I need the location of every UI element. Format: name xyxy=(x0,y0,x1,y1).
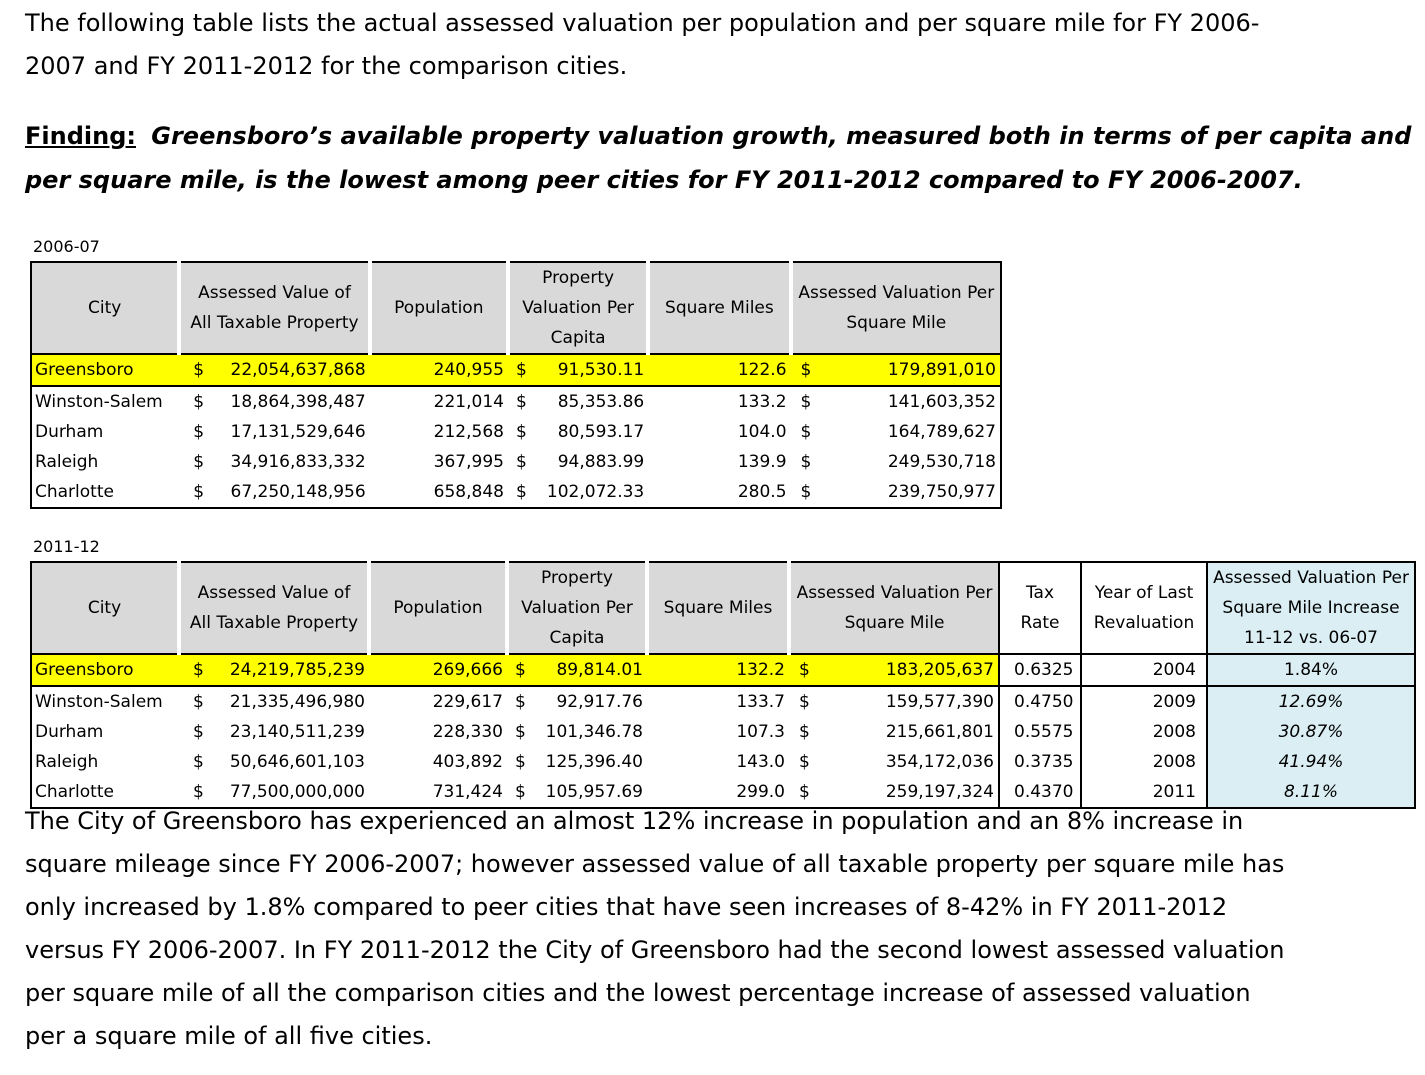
closing-paragraph xyxy=(25,800,1284,1058)
increase-cell: 8.11% xyxy=(1207,777,1415,808)
column-header-per-capita: Property Valuation Per Capita xyxy=(507,562,647,654)
closing-line: square mileage since FY 2006-2007; however assessed value of all taxable property per square mile has xyxy=(25,850,1285,878)
currency-symbol: $ xyxy=(515,360,527,380)
revaluation-year-cell: 2008 xyxy=(1081,747,1207,777)
currency-symbol: $ xyxy=(515,482,527,502)
assessed-value-cell xyxy=(179,417,369,447)
closing-line: per a square mile of all five cities. xyxy=(25,1022,433,1050)
sq-miles-cell: 133.7 xyxy=(736,692,785,712)
sq-miles-cell: 139.9 xyxy=(737,452,787,472)
per-capita-cell xyxy=(508,417,648,447)
currency-symbol: $ xyxy=(515,392,527,412)
column-header-city: City xyxy=(31,262,179,354)
table-row xyxy=(31,686,1415,717)
per-sq-mile-cell xyxy=(789,654,999,686)
finding-label: Finding: xyxy=(25,122,136,150)
currency-symbol: $ xyxy=(799,692,810,712)
revaluation-year-cell: 2009 xyxy=(1081,686,1207,717)
table-2011-12-label: 2011-12 xyxy=(33,537,100,556)
assessed-value: 23,140,511,239 xyxy=(229,722,365,742)
currency-symbol: $ xyxy=(799,752,810,772)
increase-cell: 12.69% xyxy=(1207,686,1415,717)
revaluation-year-cell: 2008 xyxy=(1081,717,1207,747)
population-cell: 731,424 xyxy=(432,782,503,802)
per-sq-mile-cell xyxy=(791,417,1001,447)
sq-miles-cell: 280.5 xyxy=(737,482,787,502)
city-cell: Durham xyxy=(35,422,104,442)
per-sq-mile-cell xyxy=(791,447,1001,477)
column-header-population: Population xyxy=(370,262,508,354)
finding-line xyxy=(25,114,1411,158)
currency-symbol: $ xyxy=(193,482,205,502)
per-capita-cell xyxy=(508,477,648,508)
column-header-per-capita: Property Valuation Per Capita xyxy=(508,262,648,354)
finding-paragraph xyxy=(25,114,1411,202)
per-capita-cell xyxy=(507,654,647,686)
city-cell: Winston-Salem xyxy=(35,392,163,412)
per-sq-mile-value: 183,205,637 xyxy=(885,660,994,680)
column-header-per-sq-mile: Assessed Valuation Per Square Mile xyxy=(789,562,999,654)
per-capita-value: 92,917.76 xyxy=(556,692,643,712)
currency-symbol: $ xyxy=(193,422,205,442)
city-cell: Charlotte xyxy=(35,782,114,802)
population-cell: 229,617 xyxy=(432,692,503,712)
assessed-value: 67,250,148,956 xyxy=(230,482,366,502)
per-sq-mile-cell xyxy=(791,354,1001,386)
sq-miles-cell: 133.2 xyxy=(737,392,787,412)
currency-symbol: $ xyxy=(515,752,526,772)
assessed-value: 21,335,496,980 xyxy=(229,692,365,712)
per-capita-value: 94,883.99 xyxy=(557,452,645,472)
table-row xyxy=(31,747,1415,777)
table-header-row xyxy=(31,562,1415,654)
assessed-value: 24,219,785,239 xyxy=(229,660,365,680)
intro-line: The following table lists the actual assessed valuation per population and per square mile for FY 2006- xyxy=(25,9,1260,37)
city-cell: Durham xyxy=(35,722,104,742)
currency-symbol: $ xyxy=(799,722,810,742)
increase-cell: 30.87% xyxy=(1207,717,1415,747)
assessed-value: 17,131,529,646 xyxy=(230,422,366,442)
table-2006-07 xyxy=(30,261,1002,509)
population-cell: 212,568 xyxy=(433,422,504,442)
assessed-value-cell xyxy=(179,654,369,686)
assessed-value-cell xyxy=(179,686,369,717)
per-sq-mile-value: 141,603,352 xyxy=(887,392,996,412)
table-row xyxy=(31,717,1415,747)
per-sq-mile-cell xyxy=(791,477,1001,508)
currency-symbol: $ xyxy=(800,392,812,412)
population-cell: 367,995 xyxy=(433,452,504,472)
intro-paragraph xyxy=(25,2,1259,88)
per-sq-mile-value: 259,197,324 xyxy=(885,782,994,802)
revaluation-year-cell: 2004 xyxy=(1081,654,1207,686)
closing-line: versus FY 2006-2007. In FY 2011-2012 the City of Greensboro had the second lowest assessed valuation xyxy=(25,936,1285,964)
per-sq-mile-value: 215,661,801 xyxy=(885,722,994,742)
currency-symbol: $ xyxy=(800,422,812,442)
assessed-value-cell xyxy=(179,747,369,777)
currency-symbol: $ xyxy=(515,782,526,802)
per-capita-cell xyxy=(507,686,647,717)
table-2006-07-label: 2006-07 xyxy=(33,237,100,256)
per-capita-value: 105,957.69 xyxy=(545,782,643,802)
column-header-sq-miles: Square Miles xyxy=(648,262,790,354)
table-body xyxy=(31,354,1001,508)
column-header-per-sq-mile: Assessed Valuation Per Square Mile xyxy=(791,262,1001,354)
currency-symbol: $ xyxy=(193,782,204,802)
currency-symbol: $ xyxy=(515,660,526,680)
per-sq-mile-cell xyxy=(789,686,999,717)
per-capita-value: 125,396.40 xyxy=(545,752,643,772)
city-cell: Raleigh xyxy=(35,752,99,772)
currency-symbol: $ xyxy=(193,692,204,712)
population-cell: 658,848 xyxy=(433,482,504,502)
column-header-revaluation: Year of Last Revaluation xyxy=(1081,562,1207,654)
tax-rate-cell: 0.5575 xyxy=(999,717,1081,747)
sq-miles-cell: 122.6 xyxy=(648,354,790,386)
sq-miles-cell: 143.0 xyxy=(736,752,785,772)
tax-rate-cell: 0.4750 xyxy=(999,686,1081,717)
column-header-assessed: Assessed Value of All Taxable Property xyxy=(179,562,369,654)
tax-rate-cell: 0.3735 xyxy=(999,747,1081,777)
currency-symbol: $ xyxy=(800,360,812,380)
sq-miles-cell: 107.3 xyxy=(736,722,785,742)
sq-miles-cell: 299.0 xyxy=(736,782,785,802)
column-header-city: City xyxy=(31,562,179,654)
per-capita-value: 102,072.33 xyxy=(546,482,645,502)
currency-symbol: $ xyxy=(515,692,526,712)
sq-miles-cell: 132.2 xyxy=(647,654,789,686)
population-cell: 228,330 xyxy=(432,722,503,742)
currency-symbol: $ xyxy=(193,452,205,472)
table-row xyxy=(31,354,1001,386)
table-row xyxy=(31,477,1001,508)
per-sq-mile-value: 164,789,627 xyxy=(887,422,996,442)
table-2011-12 xyxy=(30,561,1416,809)
increase-cell: 41.94% xyxy=(1207,747,1415,777)
intro-line: 2007 and FY 2011-2012 for the comparison cities. xyxy=(25,52,628,80)
per-capita-value: 85,353.86 xyxy=(557,392,645,412)
closing-line: only increased by 1.8% compared to peer cities that have seen increases of 8-42% in FY 2011-2012 xyxy=(25,893,1228,921)
closing-line: per square mile of all the comparison cities and the lowest percentage increase of assessed valuation xyxy=(25,979,1251,1007)
currency-symbol: $ xyxy=(515,722,526,742)
city-cell: Greensboro xyxy=(31,654,179,686)
column-header-sq-miles: Square Miles xyxy=(647,562,789,654)
city-cell: Raleigh xyxy=(35,452,99,472)
population-cell: 403,892 xyxy=(432,752,503,772)
currency-symbol: $ xyxy=(193,752,204,772)
per-capita-value: 80,593.17 xyxy=(557,422,645,442)
per-sq-mile-cell xyxy=(791,386,1001,417)
assessed-value: 18,864,398,487 xyxy=(230,392,366,412)
per-capita-value: 91,530.11 xyxy=(557,360,645,380)
table-row xyxy=(31,417,1001,447)
per-sq-mile-value: 159,577,390 xyxy=(885,692,994,712)
table-body xyxy=(31,654,1415,808)
per-capita-cell xyxy=(508,447,648,477)
per-capita-cell xyxy=(508,386,648,417)
per-capita-value: 89,814.01 xyxy=(556,660,643,680)
population-cell: 240,955 xyxy=(370,354,508,386)
city-cell: Winston-Salem xyxy=(35,692,163,712)
currency-symbol: $ xyxy=(193,660,204,680)
assessed-value: 50,646,601,103 xyxy=(229,752,365,772)
per-sq-mile-value: 249,530,718 xyxy=(887,452,996,472)
column-header-tax-rate: Tax Rate xyxy=(999,562,1081,654)
per-capita-cell xyxy=(507,747,647,777)
currency-symbol: $ xyxy=(799,660,810,680)
column-header-population: Population xyxy=(369,562,507,654)
table-row xyxy=(31,386,1001,417)
currency-symbol: $ xyxy=(193,722,204,742)
table-row xyxy=(31,654,1415,686)
per-sq-mile-cell xyxy=(789,747,999,777)
assessed-value-cell xyxy=(179,386,369,417)
revaluation-year-cell: 2011 xyxy=(1081,777,1207,808)
assessed-value: 34,916,833,332 xyxy=(230,452,366,472)
assessed-value-cell xyxy=(179,477,369,508)
sq-miles-cell: 104.0 xyxy=(737,422,787,442)
currency-symbol: $ xyxy=(515,452,527,472)
table-header-row xyxy=(31,262,1001,354)
table-row xyxy=(31,447,1001,477)
per-capita-value: 101,346.78 xyxy=(545,722,643,742)
currency-symbol: $ xyxy=(799,782,810,802)
closing-line: The City of Greensboro has experienced an almost 12% increase in population and an 8% increase in xyxy=(25,807,1244,835)
per-sq-mile-value: 239,750,977 xyxy=(887,482,996,502)
assessed-value-cell xyxy=(179,354,369,386)
per-sq-mile-value: 354,172,036 xyxy=(885,752,994,772)
column-header-assessed: Assessed Value of All Taxable Property xyxy=(179,262,369,354)
city-cell: Charlotte xyxy=(35,482,114,502)
currency-symbol: $ xyxy=(193,360,205,380)
per-sq-mile-cell xyxy=(789,717,999,747)
population-cell: 221,014 xyxy=(433,392,504,412)
currency-symbol: $ xyxy=(800,452,812,472)
column-header-increase: Assessed Valuation Per Square Mile Increase 11-12 vs. 06-07 xyxy=(1207,562,1415,654)
assessed-value: 22,054,637,868 xyxy=(230,360,366,380)
assessed-value-cell xyxy=(179,447,369,477)
currency-symbol: $ xyxy=(800,482,812,502)
per-capita-cell xyxy=(508,354,648,386)
population-cell: 269,666 xyxy=(369,654,507,686)
increase-cell: 1.84% xyxy=(1207,654,1415,686)
tax-rate-cell: 0.6325 xyxy=(999,654,1081,686)
currency-symbol: $ xyxy=(193,392,205,412)
assessed-value: 77,500,000,000 xyxy=(229,782,365,802)
city-cell: Greensboro xyxy=(31,354,179,386)
assessed-value-cell xyxy=(179,717,369,747)
per-capita-cell xyxy=(507,717,647,747)
finding-text: Greensboro’s available property valuation growth, measured both in terms of per capita and xyxy=(151,122,1412,150)
tax-rate-cell: 0.4370 xyxy=(999,777,1081,808)
finding-line: per square mile, is the lowest among peer cities for FY 2011-2012 compared to FY 2006-2007. xyxy=(25,166,1303,194)
per-sq-mile-value: 179,891,010 xyxy=(887,360,996,380)
currency-symbol: $ xyxy=(515,422,527,442)
